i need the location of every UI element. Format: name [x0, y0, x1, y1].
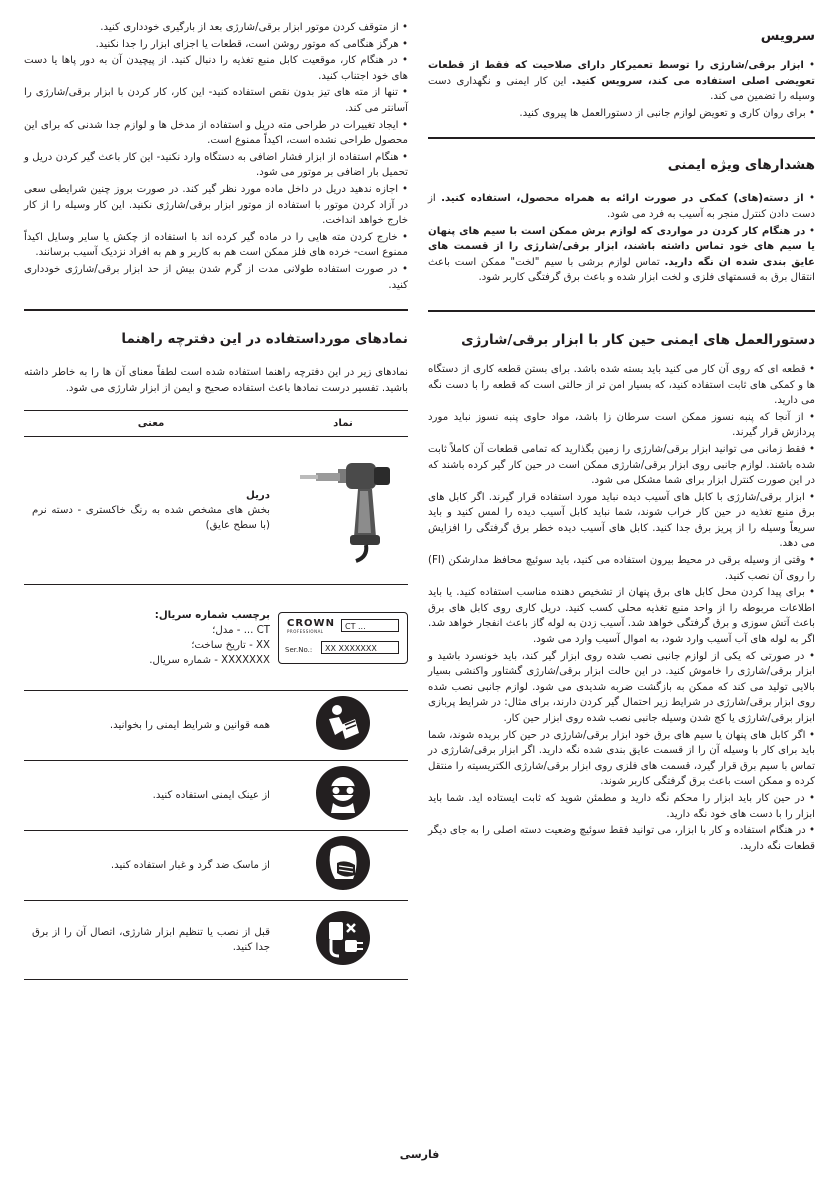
left-column: [24, 20, 408, 980]
service-heading: سرویس: [760, 28, 815, 44]
goggles-image-cell: [278, 761, 408, 831]
safety-item: • هرگز هنگامی که موتور روشن است، قطعات یا اجزای ابزار را جدا نکنید.: [95, 38, 408, 50]
safety-item: • در هنگام کار، موقعیت کابل منبع تغذیه را دنبال کنید. از پیچیدن آن به دور پاها یا دست های خود اجتناب کنید.: [24, 55, 408, 82]
instruction-item: • وقتی از وسیله برقی در محیط بیرون استفاده می کنید، باید سوئیچ محافظ مدارشکن (FI) را روی آن نصب کنید.: [428, 555, 815, 582]
instructions-heading: دستورالعمل های ایمنی حین کار با ابزار برقی/شارژی: [461, 331, 815, 348]
serial-label-image-cell: [278, 585, 408, 691]
dust-mask-icon: [315, 835, 371, 891]
safety-goggles-icon: [315, 765, 371, 821]
instruction-item: • قطعه ای که روی آن کار می کنید باید بسته شده باشد. برای بستن قطعه کاری از دستگاه ها و کمکی های ثابت استفاده کنید، که بسیار امن تر از حالتی است که قطعه را با دست نگه می دارید.: [428, 363, 815, 407]
table-row: [24, 831, 408, 901]
instruction-item: • در صورتی که یکی از لوازم جانبی نصب شده روی ابزار گیر کند، باید خونسرد باشید و ابزار برقی/شارژی را خاموش کنید. در این حالت ابزار برقی/شارژی گشتاور واکنشی بسیار بالایی تولید می کند که ممکن به بازگشت ضربه شدیدی می شود. لوازم جانبی نصب شده روی ابزار برقی/شارژی در شرایط زیر احتمال گیر کردن دارند، برای مثال: در شرایط پربازی ابزار برقی/شارژی یا کج شدن وسیله جانبی نصب شده روی ابزار حین کار.: [428, 650, 815, 724]
safety-item: • خارج کردن مته هایی را در ماده گیر کرده اند با استفاده از چکش یا سایر وسایل اکیداً ممنوع است- خرده های فلز ممکن است هم به کاربر و هم به افراد نزدیک آسیب برسانند.: [24, 231, 409, 259]
read-manual-image-cell: [278, 691, 408, 761]
instruction-item: • در هنگام استفاده و کار با ابزار، می توانید فقط سوئیچ وضعیت دسته اصلی را به جای دیگر قطعات نگه دارید.: [428, 825, 815, 852]
dust-mask-meaning: از ماسک ضد گرد و غبار استفاده کنید.: [24, 831, 278, 901]
right-column: [428, 20, 815, 855]
read-manual-meaning: همه قوانین و شرایط ایمنی را بخوانید.: [24, 691, 278, 761]
instruction-item: • ابزار برقی/شارژی با کابل های آسیب دیده نباید مورد استفاده قرار گیرند. اگر کابل های برق منبع تغذیه در حین کار خراب شوند، شما نباید کابل آسیب دیده را لمس کنید و باید سریعاً وسیله را از پریز برق جدا کنید. کابل های آسیب دیده خطر برق گرفتگی را افزایش می دهد.: [428, 491, 815, 550]
drill-image-cell: [278, 437, 408, 585]
serial-label-date: XX - تاریخ ساخت؛: [191, 639, 270, 651]
column-header-symbol: نماد: [278, 411, 408, 437]
symbols-table: [24, 410, 408, 979]
unplug-icon: [315, 910, 371, 966]
read-manual-icon: [315, 695, 371, 751]
table-row: [24, 437, 408, 585]
table-row: [24, 691, 408, 761]
service-item: • ابزار برقی/شارژی را توسط تعمیرکار دارای صلاحیت که فقط از قطعات تعویضی اصلی استفاده می کند، سرویس کنید. این کار ایمنی و نگهداری دست وسیله را تضمین می کند.: [428, 60, 815, 103]
drill-title: دریل: [245, 490, 270, 502]
label-serial-field: XX XXXXXXX: [321, 641, 399, 654]
drill-icon: [288, 449, 398, 567]
warning-item: • از دسته(های) کمکی در صورت ارائه به همراه محصول، استفاده کنید. از دست دادن کنترل منجر به آسیب به فرد می شود.: [428, 193, 815, 220]
table-row: [24, 585, 408, 691]
table-bottom-rule: [24, 979, 408, 980]
serial-label-number: XXXXXXX - شماره سریال.: [149, 654, 270, 666]
instruction-item: • برای پیدا کردن محل کابل های برق پنهان از تشخیص دهنده مناسب استفاده کنید. یا باید اطلاعات مربوطه را از واحد منبع تغذیه محلی کسب کنید. دریل کاری روی کابل های برق باعث آتش سوزی و برق گرفتگی خواهد شد. آسیب زدن به لوله گاز باعث انفجار خواهد شد. اگر به لوله های آب آسیب وارد شود، به اموال آسیب وارد می شود.: [428, 587, 815, 646]
safety-item: • در صورت استفاده طولانی مدت از گرم شدن بیش از حد ابزار برقی/شارژی خودداری کنید.: [24, 263, 408, 291]
dust-mask-image-cell: [278, 831, 408, 901]
section-divider: [24, 309, 408, 311]
page-footer-language: فارسی: [399, 1148, 440, 1161]
instruction-item: • فقط زمانی می توانید ابزار برقی/شارژی را زمین بگذارید که تمامی قطعات آن کاملاً ثابت شده باشند. لوازم جانبی روی ابزار برقی/شارژی ممکن است در حین کار گیر کرده باشند که در این صورت کنترل ابزار برای شما مشکل می شود.: [428, 443, 816, 487]
instruction-item: • اگر کابل های پنهان یا سیم های برق خود ابزار برقی/شارژی در حین کار بریده شوند، شما باید برای کار با وسیله آن را از قسمت عایق بندی شده نگه دارید. اگر ابزار برقی/شارژی در تماس با سیم برق قرار گیرد، قسمت های فلزی روی ابزار برقی/شارژی الکتریسیته را منتقل کرده و ممکن است باعث برق گرفتگی کاربر شوند.: [428, 729, 815, 788]
serial-label-meaning-cell: [24, 585, 278, 691]
warning-item: • در هنگام کار کردن در مواردی که لوازم برش ممکن است با سیم های پنهان یا سیم های خود تماس داشته باشند، ابزار برقی/شارژی را از قسمت های عایق بندی شده ان نگه دارید. تماس لوازم برشی با سیم "لخت" ممکن است باعث انتقال برق به قسمتهای فلزی و لخت ابزار شده و باعث برق گرفتگی کاربر شود.: [428, 225, 815, 284]
safety-item: • اجازه ندهید دریل در داخل ماده مورد نظر گیر کند. در صورت بروز چنین شرایطی سعی در آزاد کردن موتور با استفاده از موتور ابزار برقی/شارژی نکنید. این کار وسیله را از کار خارج خواهد انداخت.: [24, 183, 408, 227]
serial-label-title: برچسب شماره سریال:: [154, 609, 270, 621]
safety-item: • تنها از مته های تیز بدون نقص استفاده کنید- این کار، کار کردن با ابزار برقی/شارژی را آسانتر می کند.: [24, 87, 408, 114]
unplug-meaning: قبل از نصب یا تنظیم ابزار شارژی، اتصال آن را از برق جدا کنید.: [24, 901, 278, 979]
instruction-item: • در حین کار باید ابزار را محکم نگه دارید و مطمئن شوید که ثابت ایستاده اید. شما باید ابزار را با دست های خود نگه دارید.: [428, 792, 815, 820]
safety-item: • از متوقف کردن موتور ابزار برقی/شارژی بعد از بارگیری خودداری کنید.: [100, 22, 408, 33]
table-row: [24, 761, 408, 831]
service-item: • برای روان کاری و تعویض لوازم جانبی از دستورالعمل ها پیروی کنید.: [519, 107, 815, 119]
table-row: [24, 901, 408, 979]
unplug-image-cell: [278, 901, 408, 979]
symbols-heading: نمادهای مورداستفاده در این دفترچه راهنما: [121, 331, 408, 348]
brand-logo: CROWN PROFESSIONAL: [287, 617, 335, 634]
instruction-item: • از آنجا که پنبه نسوز ممکن است سرطان زا باشد، مواد حاوی پنبه نسوز نباید مورد پردازش قرار گیرند.: [428, 411, 816, 439]
symbols-table-header: [24, 411, 408, 437]
drill-description: بخش های مشخص شده به رنگ خاکستری - دسته نرم (با سطح عایق): [32, 505, 270, 532]
safety-item: • هنگام استفاده از ابزار فشار اضافی به دستگاه وارد نکنید- این کار باعث گیر کردن دریل و تحمیل بار اضافی بر موتور می شود.: [24, 151, 408, 179]
serial-label-model: CT ... - مدل؛: [212, 624, 270, 636]
section-divider: [428, 137, 815, 139]
section-divider: [428, 310, 815, 312]
symbols-intro: نمادهای زیر در این دفترچه راهنما استفاده شده است لطفاً معنای آن ها را به خاطر داشته باشید. تفسیر درست نمادها باعث استفاده صحیح و ایمن از ابزار شارژی می شود.: [24, 367, 408, 394]
drill-meaning-cell: [24, 437, 278, 585]
goggles-meaning: از عینک ایمنی استفاده کنید.: [24, 761, 278, 831]
column-header-meaning: معنی: [24, 411, 278, 437]
label-model-field: CT ...: [341, 619, 399, 632]
warnings-heading: هشدارهای ویژه ایمنی: [667, 157, 815, 174]
safety-item: • ایجاد تغییرات در طراحی مته دریل و استفاده از مدخل ها و لوازم جدا شدنی که برای این محصول طراحی نشده است، اکیداً ممنوع است.: [24, 119, 408, 147]
label-serial-caption: Ser.No.:: [285, 645, 313, 654]
serial-label-graphic: [278, 612, 408, 664]
